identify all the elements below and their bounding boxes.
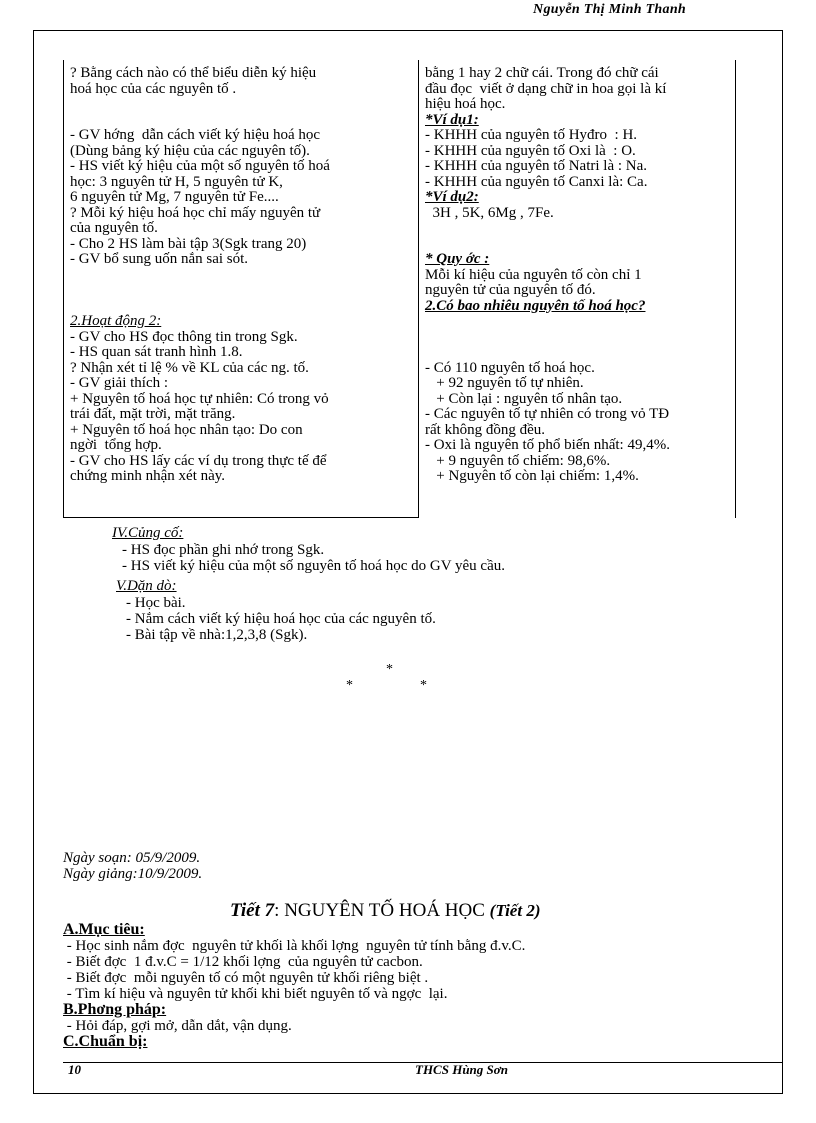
table-right-column xyxy=(418,60,736,518)
left-cell-line: - HS viết ký hiệu của một số nguyên tố hoá xyxy=(70,158,330,174)
dates-block xyxy=(63,850,202,882)
example-2-heading: *Ví dụ2: xyxy=(425,189,479,205)
right-cell-content xyxy=(419,60,735,485)
right-tail-line: rất không đồng đều. xyxy=(425,421,545,438)
right-intro-line: bằng 1 hay 2 chữ cái. Trong đó chữ cái xyxy=(425,65,659,81)
left-cell-line xyxy=(70,299,412,315)
activity-2-heading: 2.Hoạt động 2: xyxy=(70,313,162,329)
section-2-heading: 2.Có bao nhiêu nguyên tố hoá học? xyxy=(425,297,646,314)
right-tail-line: - Có 110 nguyên tố hoá học. xyxy=(425,359,595,376)
left-cell-line: + Nguyên tố hoá học nhân tạo: Do con xyxy=(70,421,303,438)
method-list xyxy=(63,1018,525,1034)
objective-item: - Học sinh nắm đợc nguyên tử khối là khối lợng nguyên tử tính bằng đ.v.C. xyxy=(63,938,526,954)
right-tail-line: + Còn lại : nguyên tố nhân tạo. xyxy=(425,390,623,407)
example-1-heading: *Ví dụ1: xyxy=(425,111,479,128)
left-cell-line: 6 nguyên tử Mg, 7 nguyên tử Fe.... xyxy=(70,189,279,205)
left-cell-line: ? Mỗi ký hiệu hoá học chỉ mấy nguyên tử xyxy=(70,204,321,221)
left-cell-line xyxy=(70,97,412,113)
objective-item: - Biết đợc 1 đ.v.C = 1/12 khối lợng của nguyên tử cacbon. xyxy=(63,954,423,970)
left-cell-line: - GV giải thích : xyxy=(70,375,169,391)
star-divider-top: * xyxy=(386,662,393,677)
homework-item: - Học bài. xyxy=(126,595,186,611)
right-tail-line: + 92 nguyên tố tự nhiên. xyxy=(425,375,584,391)
left-cell-line: hoá học của các nguyên tố . xyxy=(70,80,237,97)
right-tail-line: - Oxi là nguyên tố phổ biến nhất: 49,4%. xyxy=(425,437,670,453)
left-cell-line: - HS quan sát tranh hình 1.8. xyxy=(70,344,243,360)
prepared-date: Ngày soạn: 05/9/2009. xyxy=(63,850,201,866)
left-cell-line xyxy=(70,283,412,299)
example-1-line: - KHHH của nguyên tố Oxi là : O. xyxy=(425,142,636,159)
convention-text xyxy=(425,268,729,299)
method-item: - Hỏi đáp, gợi mở, dẫn dắt, vận dụng. xyxy=(63,1018,292,1034)
objective-item: - Biết đợc mỗi nguyên tố có một nguyên tử khối riêng biệt . xyxy=(63,970,429,986)
star-divider-right: * xyxy=(420,678,427,693)
left-cell-line: ? Nhận xét tỉ lệ % về KL của các ng. tố. xyxy=(70,359,309,376)
left-cell-line: - GV cho HS lấy các ví dụ trong thực tế để xyxy=(70,452,327,469)
example-1-list xyxy=(425,128,729,190)
consolidation-item: - HS đọc phần ghi nhớ trong Sgk. xyxy=(122,542,325,558)
teaching-date: Ngày giảng:10/9/2009. xyxy=(63,866,203,882)
right-tail-list xyxy=(425,361,729,485)
consolidation-list xyxy=(122,542,505,574)
author-name: Nguyễn Thị Minh Thanh xyxy=(533,2,686,17)
right-tail-line: + Nguyên tố còn lại chiếm: 1,4%. xyxy=(425,468,639,484)
left-cell-line: - GV cho HS đọc thông tin trong Sgk. xyxy=(70,328,298,345)
right-tail-line: - Các nguyên tố tự nhiên có trong vỏ TĐ xyxy=(425,406,670,422)
objective-item: - Tìm kí hiệu và nguyên tử khối khi biết nguyên tố và ngợc lại. xyxy=(63,986,448,1002)
right-tail-line: + 9 nguyên tố chiếm: 98,6%. xyxy=(425,452,611,469)
example-1-line: - KHHH của nguyên tố Canxi là: Ca. xyxy=(425,173,648,190)
consolidation-item: - HS viết ký hiệu của một số nguyên tố hoá học do GV yêu cầu. xyxy=(122,558,505,574)
consolidation-heading: IV.Củng cố: xyxy=(112,525,184,541)
school-name: THCS Hùng Sơn xyxy=(415,1062,508,1077)
right-intro-line: hiệu hoá học. xyxy=(425,96,506,112)
page-number: 10 xyxy=(68,1062,81,1077)
left-cell-line: ? Bằng cách nào có thể biểu diễn ký hiệu xyxy=(70,65,317,81)
example-2-text: 3H , 5K, 6Mg , 7Fe. xyxy=(425,204,554,221)
lesson-body xyxy=(63,922,525,1050)
left-cell-line: học: 3 nguyên tử H, 5 nguyên tử K, xyxy=(70,173,283,190)
objectives-list xyxy=(63,938,525,1002)
star-divider-left: * xyxy=(346,678,353,693)
method-heading: B.Phơng pháp: xyxy=(63,1001,167,1018)
convention-line: nguyên tử của nguyên tố đó. xyxy=(425,282,596,298)
right-intro xyxy=(425,66,729,113)
left-cell-line: của nguyên tố. xyxy=(70,220,158,236)
right-intro-line: đầu đọc viết ở dạng chữ in hoa gọi là kí xyxy=(425,80,667,97)
left-cell-line: - GV bổ sung uốn nắn sai sót. xyxy=(70,251,249,267)
left-cell-line: - GV hớng dẫn cách viết ký hiệu hoá học xyxy=(70,127,321,143)
convention-heading: * Quy ớc : xyxy=(425,251,490,267)
left-cell-line xyxy=(70,268,412,284)
left-cell-line: - Cho 2 HS làm bài tập 3(Sgk trang 20) xyxy=(70,235,307,252)
lesson-title: Tiết 7: NGUYÊN TỐ HOÁ HỌC (Tiết 2) xyxy=(230,900,541,921)
left-cell-content xyxy=(64,60,418,485)
left-cell-line: chứng minh nhận xét này. xyxy=(70,468,226,484)
homework-list xyxy=(126,595,436,643)
homework-heading: V.Dặn dò: xyxy=(116,578,177,594)
homework-item: - Bài tập về nhà:1,2,3,8 (Sgk). xyxy=(126,627,308,643)
convention-line: Mỗi kí hiệu của nguyên tố còn chỉ 1 xyxy=(425,266,642,283)
preparation-heading: C.Chuẩn bị: xyxy=(63,1033,148,1050)
objectives-heading: A.Mục tiêu: xyxy=(63,921,145,938)
table-left-column xyxy=(63,60,418,518)
left-cell-line xyxy=(70,113,412,129)
example-1-line: - KHHH của nguyên tố Hyđro : H. xyxy=(425,127,638,143)
left-cell-line: trái đất, mặt trời, mặt trăng. xyxy=(70,406,236,422)
left-cell-line: + Nguyên tố hoá học tự nhiên: Có trong vỏ xyxy=(70,390,329,407)
left-cell-line: ngời tổng hợp. xyxy=(70,437,162,453)
left-cell-line: (Dùng bảng ký hiệu của các nguyên tố). xyxy=(70,142,310,159)
homework-item: - Nắm cách viết ký hiệu hoá học của các nguyên tố. xyxy=(126,611,436,627)
example-1-line: - KHHH của nguyên tố Natri là : Na. xyxy=(425,158,648,174)
